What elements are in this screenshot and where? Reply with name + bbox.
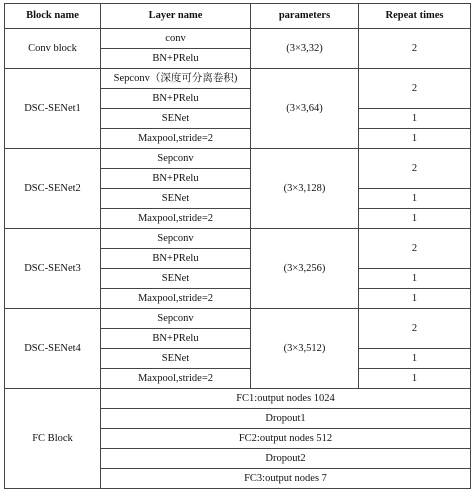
fc-layer: FC3:output nodes 7 [101, 469, 471, 489]
block-parameters: (3×3,32) [251, 29, 359, 69]
block-name-dsc-senet2: DSC-SENet2 [5, 149, 101, 229]
layer-name: BN+PRelu [101, 49, 251, 69]
fc-layer: FC1:output nodes 1024 [101, 389, 471, 409]
table-row [5, 309, 471, 329]
block-parameters: (3×3,128) [251, 149, 359, 229]
header-layer-name: Layer name [101, 4, 251, 29]
layer-name: SENet [101, 269, 251, 289]
repeat-times: 1 [359, 209, 471, 229]
layer-name: Sepconv [101, 309, 251, 329]
layer-name: SENet [101, 109, 251, 129]
repeat-times: 2 [359, 229, 471, 269]
block-name-conv: Conv block [5, 29, 101, 69]
block-name-fc: FC Block [5, 389, 101, 489]
layer-name: Maxpool,stride=2 [101, 369, 251, 389]
block-parameters: (3×3,64) [251, 69, 359, 149]
table-row [5, 389, 471, 409]
repeat-times: 1 [359, 349, 471, 369]
table-row [5, 149, 471, 169]
table-row [5, 69, 471, 89]
layer-name: SENet [101, 349, 251, 369]
header-parameters: parameters [251, 4, 359, 29]
header-repeat-times: Repeat times [359, 4, 471, 29]
repeat-times: 1 [359, 369, 471, 389]
block-name-dsc-senet3: DSC-SENet3 [5, 229, 101, 309]
repeat-times: 2 [359, 149, 471, 189]
table-row [5, 229, 471, 249]
layer-name: Maxpool,stride=2 [101, 289, 251, 309]
layer-name: BN+PRelu [101, 249, 251, 269]
header-block-name: Block name [5, 4, 101, 29]
repeat-times: 2 [359, 69, 471, 109]
layer-name: Maxpool,stride=2 [101, 129, 251, 149]
layer-name: BN+PRelu [101, 169, 251, 189]
repeat-times: 2 [359, 29, 471, 69]
fc-layer: Dropout1 [101, 409, 471, 429]
layer-name: Maxpool,stride=2 [101, 209, 251, 229]
block-parameters: (3×3,256) [251, 229, 359, 309]
repeat-times: 1 [359, 269, 471, 289]
layer-name: BN+PRelu [101, 89, 251, 109]
block-name-dsc-senet4: DSC-SENet4 [5, 309, 101, 389]
repeat-times: 2 [359, 309, 471, 349]
repeat-times: 1 [359, 109, 471, 129]
fc-layer: Dropout2 [101, 449, 471, 469]
layer-name: conv [101, 29, 251, 49]
fc-layer: FC2:output nodes 512 [101, 429, 471, 449]
layer-name: BN+PRelu [101, 329, 251, 349]
repeat-times: 1 [359, 289, 471, 309]
repeat-times: 1 [359, 129, 471, 149]
layer-name: SENet [101, 189, 251, 209]
repeat-times: 1 [359, 189, 471, 209]
header-row [5, 4, 471, 29]
layer-name: Sepconv（深度可分离卷积) [101, 69, 251, 89]
block-parameters: (3×3,512) [251, 309, 359, 389]
table-row [5, 29, 471, 49]
block-name-dsc-senet1: DSC-SENet1 [5, 69, 101, 149]
layer-name: Sepconv [101, 149, 251, 169]
architecture-table [4, 3, 471, 489]
layer-name: Sepconv [101, 229, 251, 249]
